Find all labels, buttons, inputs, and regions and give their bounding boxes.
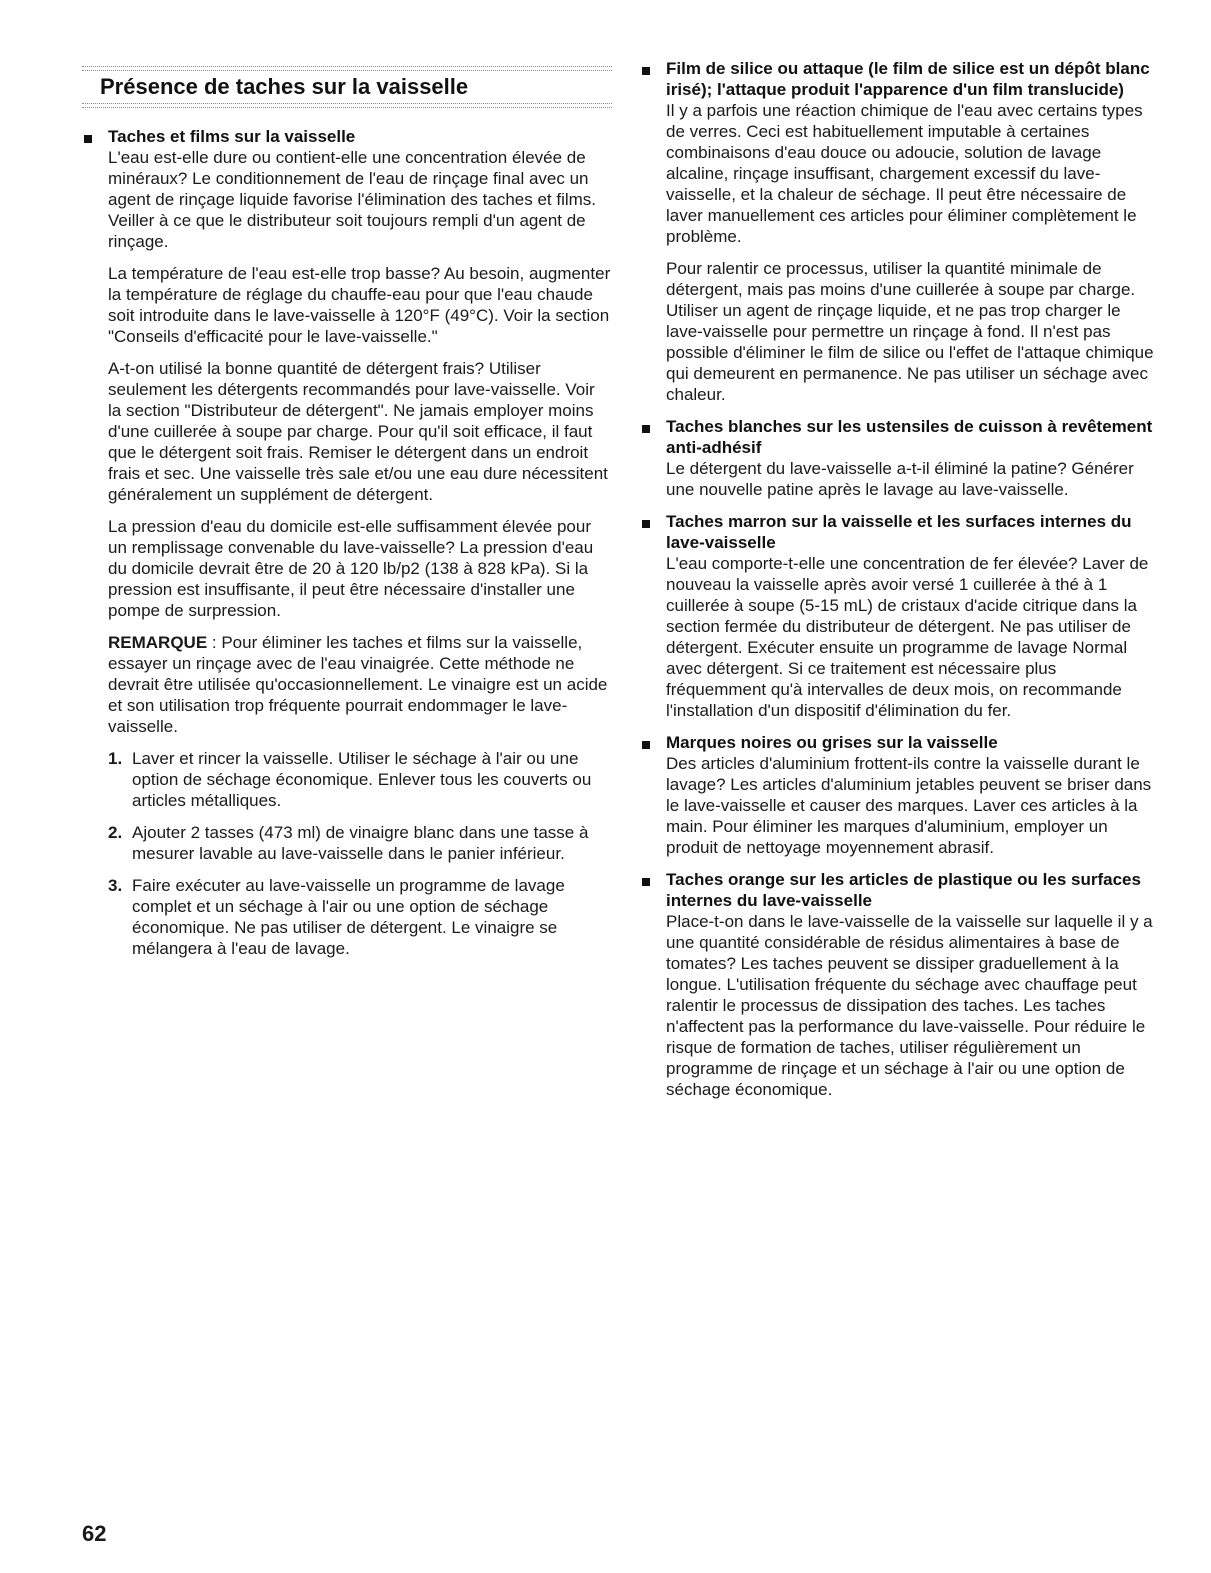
paragraph: Le détergent du lave-vaisselle a-t-il éliminé la patine? Générer une nouvelle patine après le lavage au lave-vaisselle. bbox=[666, 459, 1134, 499]
right-column bbox=[640, 58, 1160, 1111]
header-rule-bottom bbox=[82, 103, 612, 108]
paragraph: Des articles d'aluminium frottent-ils contre la vaisselle durant le lavage? Les articles d'aluminium jetables peuvent se briser dans le lave-vaisselle et causer des marques. Laver ces articles à la main. Pour éliminer les marques d'aluminium, employer un produit de nettoyage moyennement abrasif. bbox=[666, 754, 1152, 857]
bullet-title: Taches orange sur les articles de plastique ou les surfaces internes du lave-vaisselle bbox=[666, 870, 1141, 910]
step-number: 3. bbox=[108, 876, 123, 895]
section-header bbox=[82, 66, 612, 108]
page-number: 62 bbox=[82, 1521, 107, 1546]
left-column bbox=[82, 58, 612, 970]
step-item bbox=[108, 822, 612, 864]
remark-label: REMARQUE bbox=[108, 633, 208, 652]
header-rule-top bbox=[82, 66, 612, 71]
bullet-title: Taches et films sur la vaisselle bbox=[108, 127, 356, 146]
steps-list bbox=[82, 748, 612, 959]
step-text: Ajouter 2 tasses (473 ml) de vinaigre blanc dans une tasse à mesurer lavable au lave-vaisselle dans le panier inférieur. bbox=[132, 823, 589, 863]
step-number: 1. bbox=[108, 749, 123, 768]
paragraph: Place-t-on dans le lave-vaisselle de la vaisselle sur laquelle il y a une quantité considérable de résidus alimentaires à base de tomates? Les taches peuvent se dissiper graduellement à la longue. L'utilisation fréquente du séchage avec chauffage peut ralentir le processus de dissipation des taches. Les taches n'affectent pas la performance du lave-vaisselle. Pour réduire le risque de formation de taches, utiliser régulièrement un programme de rinçage et un séchage à l'air ou une option de séchage économique. bbox=[666, 912, 1153, 1099]
bullet-item-brown-stains bbox=[640, 511, 1160, 721]
bullet-item-spots-films bbox=[82, 126, 612, 252]
bullet-title: Marques noires ou grises sur la vaisselle bbox=[666, 733, 998, 752]
remark-text: : Pour éliminer les taches et films sur la vaisselle, essayer un rinçage avec de l'eau vinaigrée. Cette méthode ne devrait être utilisée qu'occasionnellement. Le vinaigre est un acide et son utilisation trop fréquente pourrait endommager le lave-vaisselle. bbox=[108, 633, 608, 736]
step-item bbox=[108, 748, 612, 811]
bullet-item-black-marks bbox=[640, 732, 1160, 858]
paragraph: L'eau comporte-t-elle une concentration de fer élevée? Laver de nouveau la vaisselle après avoir versé 1 cuillerée à thé à 1 cuillerée à soupe (5-15 mL) de cristaux d'acide citrique dans la section fermée du distributeur de détergent. Ne pas utiliser de détergent. Exécuter ensuite un programme de lavage Normal avec détergent. Si ce traitement est nécessaire plus fréquemment qu'à intervalles de deux mois, on recommande l'installation d'un dispositif d'élimination du fer. bbox=[666, 554, 1149, 720]
bullet-item-silica-film bbox=[640, 58, 1160, 405]
bullet-title: Film de silice ou attaque (le film de silice est un dépôt blanc irisé); l'attaque produit l'apparence d'un film translucide) bbox=[666, 59, 1150, 99]
bullet-item-orange-stains bbox=[640, 869, 1160, 1100]
step-number: 2. bbox=[108, 823, 123, 842]
paragraph: La pression d'eau du domicile est-elle suffisamment élevée pour un remplissage convenable du lave-vaisselle? La pression d'eau du domicile devrait être de 20 à 120 lb/p2 (138 à 828 kPa). Si la pression est insuffisante, il peut être nécessaire d'installer une pompe de surpression. bbox=[108, 517, 594, 620]
bullet-title: Taches blanches sur les ustensiles de cuisson à revêtement anti-adhésif bbox=[666, 417, 1153, 457]
remark-paragraph bbox=[108, 632, 612, 737]
paragraph: Il y a parfois une réaction chimique de l'eau avec certains types de verres. Ceci est habituellement imputable à certaines combinaisons d'eau douce ou adoucie, solution de lavage alcaline, rinçage insuffisant, chargement excessif du lave-vaisselle, et la chaleur de séchage. Il peut être nécessaire de laver manuellement ces articles pour éliminer complètement le problème. bbox=[666, 101, 1143, 246]
step-text: Laver et rincer la vaisselle. Utiliser le séchage à l'air ou une option de séchage économique. Enlever tous les couverts ou articles métalliques. bbox=[132, 749, 592, 810]
continued-paragraphs bbox=[82, 263, 612, 737]
paragraph: A-t-on utilisé la bonne quantité de détergent frais? Utiliser seulement les détergents recommandés pour lave-vaisselle. Voir la section "Distributeur de détergent". Ne jamais employer moins d'une cuillerée à soupe par charge. Pour qu'il soit efficace, il faut que le détergent soit frais. Remiser le détergent dans un endroit frais et sec. Une vaisselle très sale et/ou une eau dure nécessitent généralement un supplément de détergent. bbox=[108, 359, 608, 504]
paragraph: La température de l'eau est-elle trop basse? Au besoin, augmenter la température de réglage du chauffe-eau pour que l'eau chaude soit introduite dans le lave-vaisselle à 120°F (49°C). Voir la section "Conseils d'efficacité pour le lave-vaisselle." bbox=[108, 264, 611, 346]
paragraph: Pour ralentir ce processus, utiliser la quantité minimale de détergent, mais pas moins d'une cuillerée à soupe par charge. Utiliser un agent de rinçage liquide, et ne pas trop charger le lave-vaisselle pour permettre un rinçage à fond. Il n'est pas possible d'éliminer le film de silice ou l'effet de l'attaque chimique qui demeurent en permanence. Ne pas utiliser un séchage avec chaleur. bbox=[666, 259, 1154, 404]
step-text: Faire exécuter au lave-vaisselle un programme de lavage complet et un séchage à l'air ou une option de séchage économique. Ne pas utiliser de détergent. Le vinaigre se mélangera à l'eau de lavage. bbox=[132, 876, 565, 958]
bullet-item-white-spots bbox=[640, 416, 1160, 500]
step-item bbox=[108, 875, 612, 959]
bullet-title: Taches marron sur la vaisselle et les surfaces internes du lave-vaisselle bbox=[666, 512, 1132, 552]
section-title: Présence de taches sur la vaisselle bbox=[100, 74, 469, 99]
paragraph: L'eau est-elle dure ou contient-elle une concentration élevée de minéraux? Le conditionnement de l'eau de rinçage final avec un agent de rinçage liquide favorise l'élimination des taches et films. Veiller à ce que le distributeur soit toujours rempli d'un agent de rinçage. bbox=[108, 148, 597, 251]
